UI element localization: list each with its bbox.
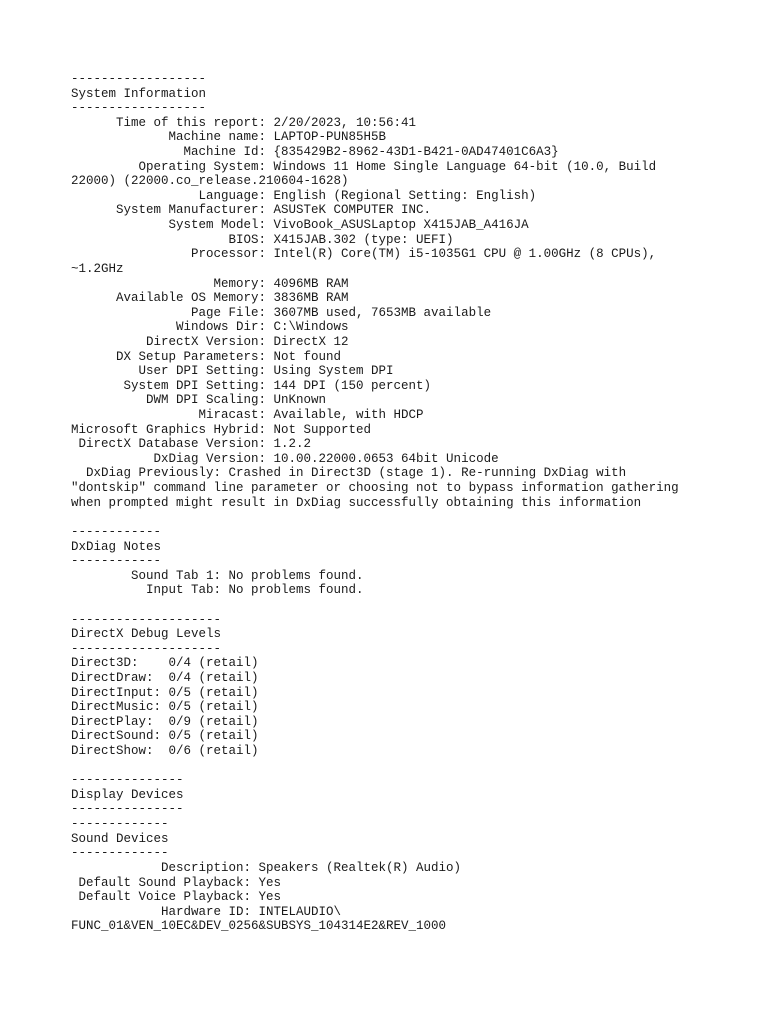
report-line: 22000) (22000.co_release.210604-1628): [71, 174, 349, 189]
report-line: Description: Speakers (Realtek(R) Audio): [71, 860, 462, 875]
report-line: System Manufacturer: ASUSTeK COMPUTER INC.: [71, 203, 432, 218]
report-line: DX Setup Parameters: Not found: [71, 349, 342, 364]
report-line: ---------------: [71, 773, 184, 788]
report-line: -------------: [71, 846, 169, 861]
report-line: DirectDraw: 0/4 (retail): [71, 670, 259, 685]
report-line: Microsoft Graphics Hybrid: Not Supported: [71, 422, 372, 437]
report-line: FUNC_01&VEN_10EC&DEV_0256&SUBSYS_104314E2&REV_1000: [71, 919, 447, 934]
report-line: DirectX Debug Levels: [71, 627, 222, 642]
report-line: System DPI Setting: 144 DPI (150 percent): [71, 378, 432, 393]
report-line: Available OS Memory: 3836MB RAM: [71, 291, 349, 306]
report-line: System Information: [71, 86, 207, 101]
report-line: Operating System: Windows 11 Home Single Language 64-bit (10.0, Build: [71, 159, 657, 174]
report-line: "dontskip" command line parameter or choosing not to bypass information gathering: [71, 481, 679, 496]
report-line: Direct3D: 0/4 (retail): [71, 656, 259, 671]
report-line: Memory: 4096MB RAM: [71, 276, 349, 291]
report-line: --------------------: [71, 641, 222, 656]
report-line: Page File: 3607MB used, 7653MB available: [71, 305, 492, 320]
report-line: Default Sound Playback: Yes: [71, 875, 282, 890]
report-line: --------------------: [71, 612, 222, 627]
report-line: [71, 598, 691, 613]
report-line: Miracast: Available, with HDCP: [71, 408, 424, 423]
report-line: Windows Dir: C:\Windows: [71, 320, 349, 335]
report-line: DirectPlay: 0/9 (retail): [71, 714, 259, 729]
report-line: Sound Devices: [71, 831, 169, 846]
report-line: DirectShow: 0/6 (retail): [71, 744, 259, 759]
report-line: System Model: VivoBook_ASUSLaptop X415JAB_A416JA: [71, 218, 529, 233]
report-line: BIOS: X415JAB.302 (type: UEFI): [71, 232, 454, 247]
report-line: Time of this report: 2/20/2023, 10:56:41: [71, 115, 417, 130]
report-line: DxDiag Version: 10.00.22000.0653 64bit Unicode: [71, 451, 499, 466]
report-line: [71, 759, 691, 774]
report-line: DxDiag Previously: Crashed in Direct3D (stage 1). Re-running DxDiag with: [71, 466, 627, 481]
report-line: Default Voice Playback: Yes: [71, 890, 282, 905]
report-line: Language: English (Regional Setting: English): [71, 188, 537, 203]
report-line: DirectInput: 0/5 (retail): [71, 685, 259, 700]
dxdiag-report: [71, 72, 691, 934]
report-line: DxDiag Notes: [71, 539, 162, 554]
report-line: DWM DPI Scaling: UnKnown: [71, 393, 327, 408]
report-line: ------------: [71, 554, 162, 569]
report-line: ---------------: [71, 802, 184, 817]
report-line: [71, 510, 691, 525]
report-line: User DPI Setting: Using System DPI: [71, 364, 394, 379]
report-line: ------------------: [71, 101, 207, 116]
report-line: DirectX Version: DirectX 12: [71, 334, 349, 349]
report-line: when prompted might result in DxDiag successfully obtaining this information: [71, 495, 642, 510]
report-line: Processor: Intel(R) Core(TM) i5-1035G1 CPU @ 1.00GHz (8 CPUs),: [71, 247, 657, 262]
report-line: Machine Id: {835429B2-8962-43D1-B421-0AD47401C6A3}: [71, 145, 559, 160]
report-line: ------------: [71, 524, 162, 539]
report-line: Display Devices: [71, 787, 184, 802]
report-line: Input Tab: No problems found.: [71, 583, 364, 598]
report-line: ~1.2GHz: [71, 261, 124, 276]
report-line: DirectX Database Version: 1.2.2: [71, 437, 312, 452]
report-line: Hardware ID: INTELAUDIO\: [71, 904, 342, 919]
report-line: DirectSound: 0/5 (retail): [71, 729, 259, 744]
report-line: Sound Tab 1: No problems found.: [71, 568, 364, 583]
report-line: -------------: [71, 817, 169, 832]
report-line: DirectMusic: 0/5 (retail): [71, 700, 259, 715]
report-line: Machine name: LAPTOP-PUN85H5B: [71, 130, 387, 145]
report-line: ------------------: [71, 72, 207, 86]
